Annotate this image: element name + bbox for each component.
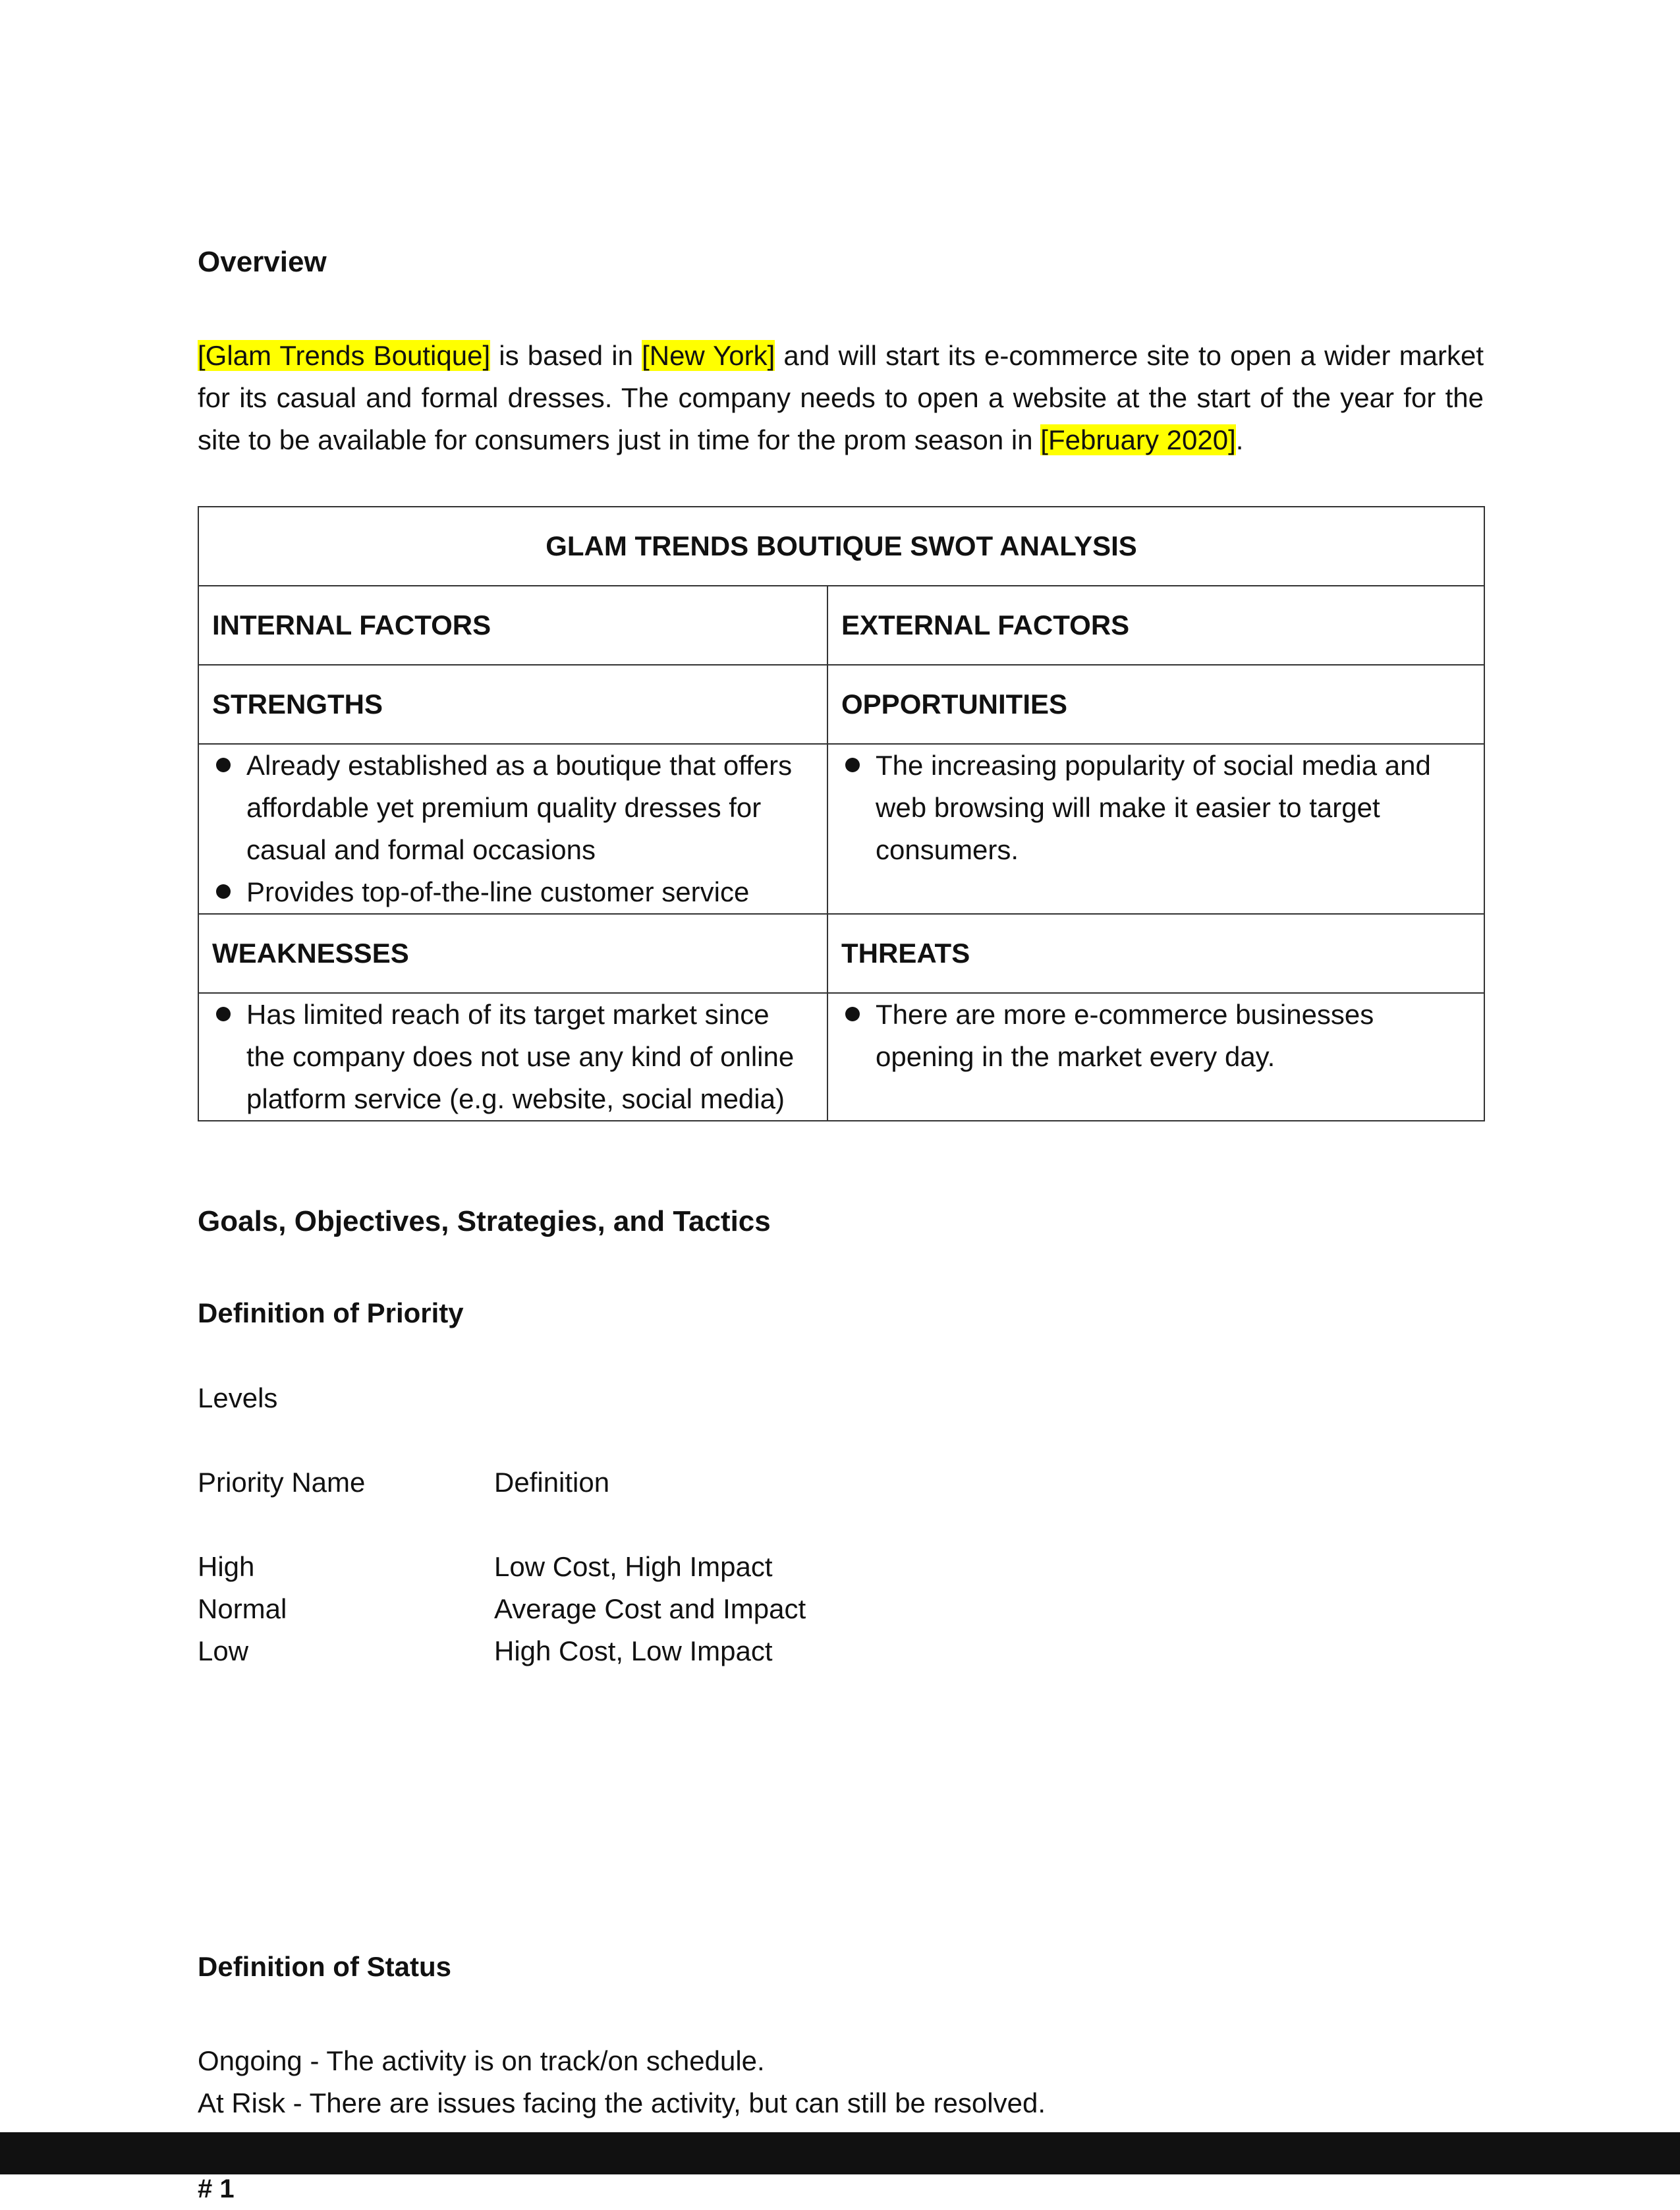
- threats-cell: [827, 993, 1484, 1121]
- priority-definition-heading: Definition of Priority: [198, 1297, 464, 1328]
- swot-table: [198, 506, 1485, 1121]
- section-number: # 1: [198, 2174, 235, 2203]
- opportunities-list: [841, 745, 1470, 871]
- threat-text: There are more e-commerce businesses opening in the market every day.: [876, 999, 1374, 1072]
- strength-text: Already established as a boutique that offers affordable yet premium quality dresses for casual and formal occasions: [246, 750, 793, 865]
- weaknesses-cell: [198, 993, 827, 1121]
- strengths-label: STRENGTHS: [198, 665, 827, 744]
- overview-paragraph: [198, 335, 1484, 461]
- bullet-icon: [845, 1007, 860, 1021]
- bullet-icon: [216, 758, 231, 772]
- bullet-icon: [216, 1007, 231, 1021]
- swot-wt-header-row: [198, 914, 1484, 993]
- swot-wt-content-row: [198, 993, 1484, 1121]
- location-placeholder: [New York]: [642, 340, 775, 371]
- weaknesses-list: [212, 994, 814, 1120]
- opportunity-text: The increasing popularity of social media and web browsing will make it easier to target consumers.: [876, 750, 1431, 865]
- list-item: [212, 871, 814, 913]
- swot-so-content-row: [198, 744, 1484, 914]
- levels-label: Levels: [198, 1382, 278, 1413]
- internal-factors-label: INTERNAL FACTORS: [198, 586, 827, 665]
- swot-title-row: [198, 507, 1484, 586]
- opportunities-cell: [827, 744, 1484, 914]
- weakness-text: Has limited reach of its target market since the company does not use any kind of online platform service (e.g. website, social media): [246, 999, 795, 1114]
- list-item: [841, 994, 1470, 1078]
- strength-text: Provides top-of-the-line customer service: [246, 876, 750, 907]
- swot-title: GLAM TRENDS BOUTIQUE SWOT ANALYSIS: [198, 507, 1484, 586]
- priority-definition: Low Cost, High Impact: [494, 1551, 773, 1582]
- bullet-icon: [216, 884, 231, 899]
- priority-definition: High Cost, Low Impact: [494, 1635, 773, 1666]
- opportunities-label: OPPORTUNITIES: [827, 665, 1484, 744]
- priority-name: Normal: [198, 1593, 287, 1624]
- priority-name: Low: [198, 1635, 249, 1666]
- status-line: Ongoing - The activity is on track/on schedule.: [198, 2045, 765, 2076]
- company-placeholder: [Glam Trends Boutique]: [198, 340, 491, 371]
- list-item: [212, 994, 814, 1120]
- overview-text-2: and will start its e-commerce site to open a wider market for its casual and formal dresses. The company needs to open a website at the start of the year for the site to be available for consumers just in time for the prom season in: [198, 340, 1484, 455]
- overview-text-3: .: [1235, 424, 1244, 455]
- status-line: At Risk - There are issues facing the activity, but can still be resolved.: [198, 2087, 1046, 2118]
- overview-heading: Overview: [198, 246, 327, 278]
- threats-list: [841, 994, 1470, 1078]
- list-item: [212, 745, 814, 871]
- date-placeholder: [February 2020]: [1040, 424, 1236, 455]
- strengths-cell: [198, 744, 827, 914]
- priority-name-header: Priority Name: [198, 1467, 366, 1498]
- overview-text-1: is based in: [490, 340, 642, 371]
- goals-heading: Goals, Objectives, Strategies, and Tactics: [198, 1205, 771, 1237]
- strengths-list: [212, 745, 814, 913]
- bullet-icon: [845, 758, 860, 772]
- external-factors-label: EXTERNAL FACTORS: [827, 586, 1484, 665]
- threats-label: THREATS: [827, 914, 1484, 993]
- definition-header: Definition: [494, 1467, 610, 1498]
- priority-name: High: [198, 1551, 255, 1582]
- weaknesses-label: WEAKNESSES: [198, 914, 827, 993]
- swot-so-header-row: [198, 665, 1484, 744]
- footer-bar: [0, 2132, 1680, 2174]
- status-definition-heading: Definition of Status: [198, 1951, 451, 1982]
- priority-definition: Average Cost and Impact: [494, 1593, 806, 1624]
- list-item: [841, 745, 1470, 871]
- swot-factors-row: [198, 586, 1484, 665]
